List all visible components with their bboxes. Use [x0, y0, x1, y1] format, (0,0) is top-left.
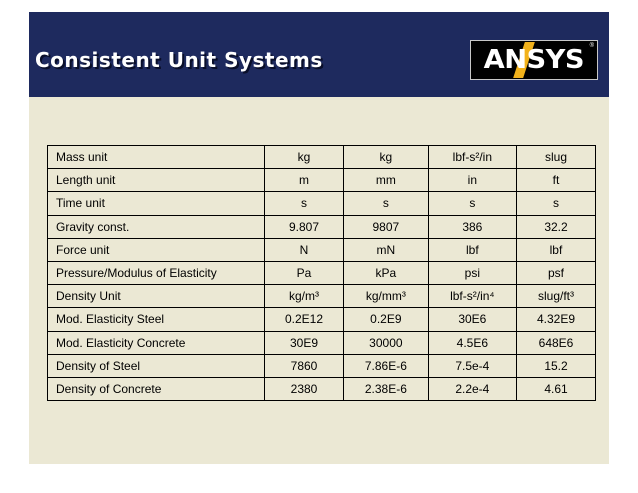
table-row [48, 331, 596, 354]
table-cell: psf [516, 261, 595, 284]
table-cell: in [428, 169, 516, 192]
table-cell: 30E6 [428, 308, 516, 331]
table-cell: kg [265, 146, 344, 169]
table-row [48, 354, 596, 377]
row-label: Density Unit [48, 285, 265, 308]
table-cell: 32.2 [516, 215, 595, 238]
table-cell: lbf-s²/in [428, 146, 516, 169]
logo-registered-mark: ® [589, 43, 594, 49]
row-label: Density of Steel [48, 354, 265, 377]
row-label: Density of Concrete [48, 377, 265, 400]
table-cell: 4.32E9 [516, 308, 595, 331]
table-cell: 9807 [344, 215, 429, 238]
row-label: Length unit [48, 169, 265, 192]
table-cell: 648E6 [516, 331, 595, 354]
table-cell: s [428, 192, 516, 215]
table-cell: mN [344, 238, 429, 261]
table-cell: psi [428, 261, 516, 284]
unit-systems-table [47, 145, 596, 401]
table-cell: 0.2E12 [265, 308, 344, 331]
table-row [48, 261, 596, 284]
table-cell: N [265, 238, 344, 261]
row-label: Mass unit [48, 146, 265, 169]
table-cell: lbf-s²/in⁴ [428, 285, 516, 308]
row-label: Mod. Elasticity Steel [48, 308, 265, 331]
slide [29, 12, 609, 464]
row-label: Time unit [48, 192, 265, 215]
table-cell: kPa [344, 261, 429, 284]
table-row [48, 285, 596, 308]
table-cell: kg [344, 146, 429, 169]
table-cell: 386 [428, 215, 516, 238]
table-cell: slug/ft³ [516, 285, 595, 308]
table-cell: mm [344, 169, 429, 192]
table-row [48, 169, 596, 192]
table-cell: 30E9 [265, 331, 344, 354]
table-cell: lbf [428, 238, 516, 261]
table-cell: 30000 [344, 331, 429, 354]
table-row [48, 308, 596, 331]
table-cell: m [265, 169, 344, 192]
table-body [48, 146, 596, 401]
table-cell: 7.5e-4 [428, 354, 516, 377]
table-cell: kg/mm³ [344, 285, 429, 308]
row-label: Force unit [48, 238, 265, 261]
table-cell: s [344, 192, 429, 215]
table-row [48, 215, 596, 238]
ansys-logo [470, 40, 598, 80]
table-cell: 2.2e-4 [428, 377, 516, 400]
table-cell: 2380 [265, 377, 344, 400]
row-label: Pressure/Modulus of Elasticity [48, 261, 265, 284]
table-row [48, 146, 596, 169]
table-row [48, 238, 596, 261]
table-cell: lbf [516, 238, 595, 261]
table-cell: 15.2 [516, 354, 595, 377]
table-row [48, 192, 596, 215]
row-label: Gravity const. [48, 215, 265, 238]
slide-header [29, 12, 609, 97]
table-row [48, 377, 596, 400]
table-cell: s [265, 192, 344, 215]
table-cell: Pa [265, 261, 344, 284]
table-cell: 4.61 [516, 377, 595, 400]
table-cell: 4.5E6 [428, 331, 516, 354]
table-cell: 0.2E9 [344, 308, 429, 331]
table-cell: kg/m³ [265, 285, 344, 308]
logo-text: ANSYS [483, 45, 585, 75]
slide-title: Consistent Unit Systems [35, 48, 323, 72]
table-cell: 7.86E-6 [344, 354, 429, 377]
table-cell: 7860 [265, 354, 344, 377]
table-cell: 2.38E-6 [344, 377, 429, 400]
table-cell: ft [516, 169, 595, 192]
row-label: Mod. Elasticity Concrete [48, 331, 265, 354]
table-cell: 9.807 [265, 215, 344, 238]
table-cell: s [516, 192, 595, 215]
table-cell: slug [516, 146, 595, 169]
